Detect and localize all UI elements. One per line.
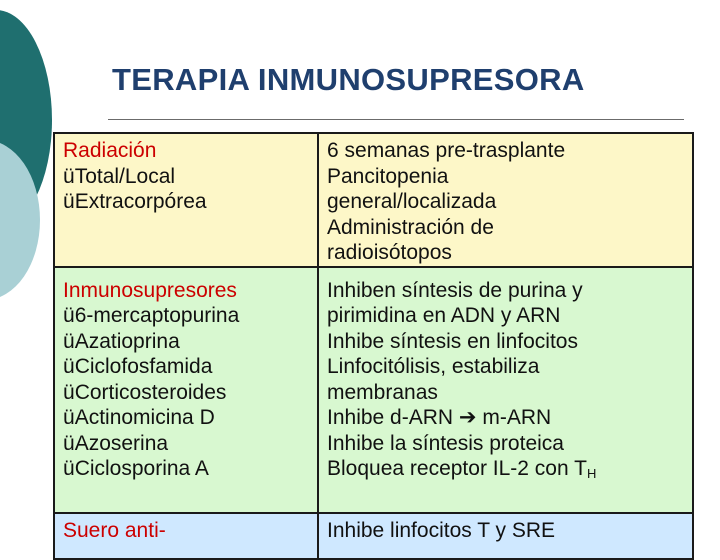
check-icon: ü: [63, 406, 75, 429]
therapy-heading: Radiación: [63, 139, 157, 162]
item-label: Ciclofosfamida: [74, 355, 213, 378]
list-item: [63, 405, 311, 431]
therapy-heading: Inmunosupresores: [63, 278, 237, 302]
item-label: Total/Local: [74, 164, 176, 188]
effect-line: Inhibe la síntesis proteica: [327, 431, 564, 455]
effect-line: pirimidina en ADN y ARN: [327, 304, 561, 327]
effect-line: 6 semanas pre-trasplante: [327, 139, 566, 162]
check-icon: ü: [63, 457, 75, 480]
item-label: Corticosteroides: [74, 380, 227, 404]
list-item: [63, 431, 311, 457]
list-item: [63, 164, 311, 190]
check-icon: ü: [63, 329, 75, 353]
list-item: [63, 303, 311, 329]
table-row-immunosuppressants: [54, 267, 693, 513]
effect-line: Administración de: [327, 215, 494, 239]
effect-line: membranas: [327, 380, 438, 404]
table-row-serum: [54, 513, 693, 559]
therapy-cell: [54, 267, 318, 513]
list-item: [63, 354, 311, 380]
therapy-table: [53, 132, 694, 560]
effect-cell: [318, 133, 693, 267]
list-item: [63, 329, 311, 355]
check-icon: ü: [63, 355, 75, 378]
effect-line: [327, 456, 686, 487]
item-label: Extracorpórea: [74, 190, 207, 213]
arrow-right-icon: ➔: [458, 406, 477, 429]
effect-text: Bloquea receptor IL-2 con T: [327, 457, 587, 480]
item-label: Ciclosporina A: [74, 457, 209, 480]
effect-line: general/localizada: [327, 190, 497, 213]
list-item: [63, 380, 311, 406]
effect-line: radioisótopos: [327, 241, 452, 264]
effect-line: Linfocitólisis, estabiliza: [327, 355, 540, 378]
check-icon: ü: [63, 431, 75, 455]
therapy-cell: [54, 513, 318, 559]
check-icon: ü: [63, 380, 75, 404]
check-icon: ü: [63, 190, 75, 213]
item-label: 6-mercaptopurina: [74, 304, 240, 327]
title-divider: [108, 119, 684, 120]
effect-text: m-ARN: [482, 406, 552, 429]
list-item: [63, 189, 311, 215]
effect-line: [327, 405, 686, 431]
check-icon: ü: [63, 164, 75, 188]
therapy-heading: Suero anti-: [63, 518, 166, 542]
effect-line: Pancitopenia: [327, 164, 449, 188]
slide-title: TERAPIA INMUNOSUPRESORA: [112, 62, 585, 97]
effect-cell: [318, 267, 693, 513]
list-item: [63, 456, 311, 482]
subscript: H: [586, 466, 597, 481]
item-label: Actinomicina D: [74, 406, 215, 429]
check-icon: ü: [63, 304, 75, 327]
therapy-cell: [54, 133, 318, 267]
effect-text: Inhibe d-ARN: [327, 406, 454, 429]
effect-line: Inhiben síntesis de purina y: [327, 278, 583, 302]
table-row-radiation: [54, 133, 693, 267]
item-label: Azoserina: [74, 431, 169, 455]
effect-cell: [318, 513, 693, 559]
item-label: Azatioprina: [74, 329, 180, 353]
effect-line: Inhibe síntesis en linfocitos: [327, 329, 578, 353]
effect-line: Inhibe linfocitos T y SRE: [327, 518, 556, 542]
